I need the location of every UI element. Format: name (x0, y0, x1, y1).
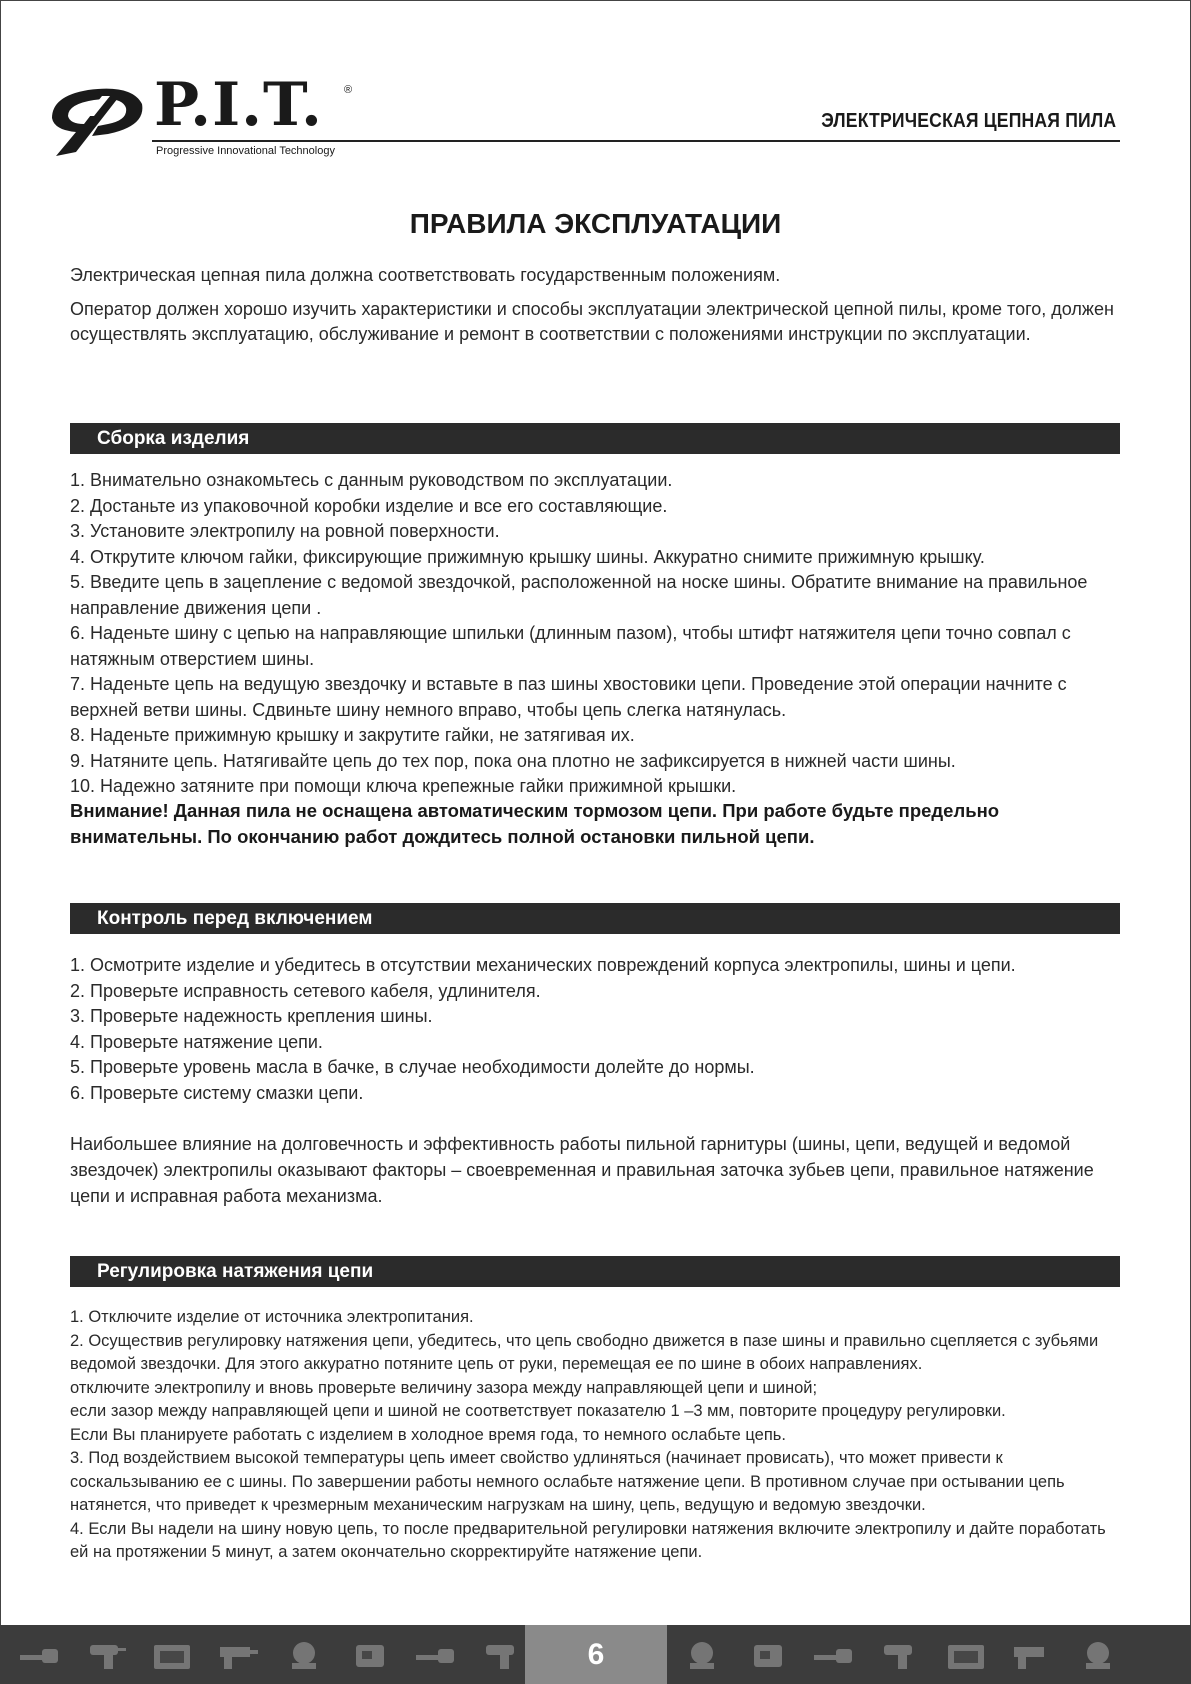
list-item: 5. Проверьте уровень масла в бачке, в случае необходимости долейте до нормы. (70, 1057, 755, 1077)
drill-icon (84, 1637, 128, 1673)
list-item: 8. Наденьте прижимную крышку и закрутите гайки, не затягивая их. (70, 725, 635, 745)
registered-mark: ® (344, 84, 353, 96)
list-item: 6. Проверьте систему смазки цепи. (70, 1082, 364, 1103)
list-item: 4. Открутите ключом гайки, фиксирующие прижимную крышку шины. Аккуратно снимите прижимную крышку. (70, 546, 985, 567)
chainsaw-icon (414, 1637, 458, 1673)
precheck-steps (70, 953, 1120, 1106)
list-item: 2. Достаньте из упаковочной коробки изделие и все его составляющие. (70, 495, 668, 516)
durability-note: Наибольшее влияние на долговечность и эффективность работы пильной гарнитуры (шины, цепи, ведущей и ведомой звездочек) электропилы оказывают факторы – своевременная и правильная заточка зубьев цепи, правильное натяжение цепи и исправная работа механизма. (70, 1134, 1094, 1206)
list-item: 3. Проверьте надежность крепления шины. (70, 1006, 433, 1026)
list-item: 4. Проверьте натяжение цепи. (70, 1031, 323, 1052)
list-item: 10. Надежно затяните при помощи ключа крепежные гайки прижимной крышки. (70, 776, 737, 796)
chainsaw-icon (18, 1637, 62, 1673)
list-item: 2. Проверьте исправность сетевого кабеля, удлинителя. (70, 980, 541, 1001)
brand-tagline: Progressive Innovational Technology (156, 145, 335, 157)
warning-text: Внимание! Данная пила не оснащена автоматическим тормозом цепи. При работе будьте предельно внимательны. По окончанию работ дождитесь полной остановки пильной цепи. (70, 800, 1000, 847)
list-item: 5. Введите цепь в зацепление с ведомой звездочкой, расположенной на носке шины. Обратите внимание на правильное направление движения цепи . (70, 572, 1088, 618)
list-item: Если Вы планируете работать с изделием в холодное время года, то немного ослабьте цепь. (70, 1425, 786, 1444)
brand-name: P.I.T. (154, 70, 323, 140)
product-title: ЭЛЕКТРИЧЕСКАЯ ЦЕПНАЯ ПИЛА (820, 110, 1116, 132)
footer-tool-icons-right (680, 1625, 1120, 1684)
header-rule (152, 140, 1120, 142)
intro-paragraph-1: Электрическая цепная пила должна соответствовать государственным положениям. (70, 265, 781, 285)
list-item: 9. Натяните цепь. Натягивайте цепь до тех пор, пока она плотно не зафиксируется в нижней части шины. (70, 750, 956, 771)
assembly-steps (70, 468, 1120, 800)
rotary-hammer-icon (1010, 1637, 1054, 1673)
list-item: если зазор между направляющей цепи и шиной не соответствует показателю 1 –3 мм, повторите процедуру регулировки. (70, 1402, 1006, 1420)
drill-icon (480, 1637, 524, 1673)
page-number: 6 (525, 1625, 667, 1684)
list-item: 7. Наденьте цепь на ведущую звездочку и вставьте в паз шины хвостовики цепи. Проведение этой операции начните с верхней ветви шины. Сдвиньте шину немного вправо, чтобы цепь слегка натянулась. (70, 674, 1067, 720)
list-item: 1. Отключите изделие от источника электропитания. (70, 1308, 474, 1326)
page-title: ПРАВИЛА ЭКСПЛУАТАЦИИ (409, 208, 782, 239)
list-item: 3. Установите электропилу на ровной поверхности. (70, 521, 500, 541)
generator-icon (150, 1637, 194, 1673)
brand-logo (46, 70, 366, 168)
section-header-chain-tension: Регулировка натяжения цепи (70, 1256, 1120, 1287)
mixer-icon (680, 1637, 724, 1673)
intro-paragraph-2: Оператор должен хорошо изучить характеристики и способы эксплуатации электрической цепной пилы, кроме того, должен осуществлять эксплуатацию, обслуживание и ремонт в соответствии с положениями инструкции по эксплуатации. (70, 299, 1114, 344)
welder-icon (348, 1637, 392, 1673)
generator-icon (944, 1637, 988, 1673)
list-item: 4. Если Вы надели на шину новую цепь, то после предварительной регулировки натяжения включите электропилу и дайте поработать ей на протяжении 5 минут, а затем окончательно скорректируйте натяжение цепи. (70, 1519, 1106, 1561)
rotary-hammer-icon (216, 1637, 260, 1673)
welder-icon (746, 1637, 790, 1673)
list-item: 1. Осмотрите изделие и убедитесь в отсутствии механических повреждений корпуса электропилы, шины и цепи. (70, 955, 1016, 975)
tension-steps (70, 1306, 1120, 1565)
list-item: 1. Внимательно ознакомьтесь с данным руководством по эксплуатации. (70, 470, 673, 490)
chainsaw-icon (812, 1637, 856, 1673)
list-item: 2. Осуществив регулировку натяжения цепи, убедитесь, что цепь свободно движется в пазе шины и правильно сцепляется с зубьями ведомой звездочки. Для этого аккуратно потяните цепь от руки, перемещая ее по шине в обоих направлениях. (70, 1331, 1099, 1373)
section-header-assembly: Сборка изделия (70, 423, 1120, 454)
section-header-precheck: Контроль перед включением (70, 903, 1120, 934)
mixer-icon (1076, 1637, 1120, 1673)
page-footer (0, 1625, 1191, 1684)
list-item: отключите электропилу и вновь проверьте величину зазора между направляющей цепи и шиной; (70, 1378, 818, 1397)
pit-logo-icon (46, 82, 146, 162)
footer-tool-icons-left (18, 1625, 524, 1684)
mixer-icon (282, 1637, 326, 1673)
list-item: 6. Наденьте шину с цепью на направляющие шпильки (длинным пазом), чтобы штифт натяжителя цепи точно совпал с натяжным отверстием шины. (70, 623, 1071, 669)
list-item: 3. Под воздействием высокой температуры цепь имеет свойство удлиняться (начинает провисать), что может привести к соскальзыванию ее с шины. По завершении работы немного ослабьте натяжение цепи. В противном случае при остывании цепь натянется, что приведет к чрезмерным механическим нагрузкам на шину, цепь, ведущую и ведомую звездочки. (70, 1449, 1065, 1514)
drill-icon (878, 1637, 922, 1673)
